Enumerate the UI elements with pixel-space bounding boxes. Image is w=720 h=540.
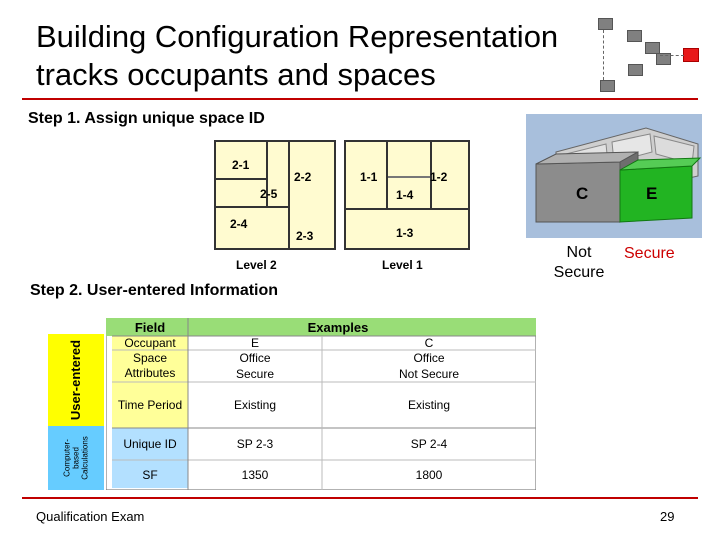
field-occupant: Occupant (124, 336, 176, 350)
example-c-attr-1: Office (413, 351, 445, 365)
footer-divider (22, 497, 698, 499)
level-1-label: Level 1 (382, 258, 423, 272)
step-1-heading: Step 1. Assign unique space ID (28, 110, 265, 127)
example-c-unique-id: SP 2-4 (410, 437, 448, 451)
header-examples: Examples (307, 319, 369, 335)
space-c-label: C (576, 184, 589, 203)
space-label: 1-3 (396, 226, 414, 240)
building-3d-model (526, 114, 702, 238)
title-line-1: Building Configuration Representation (36, 19, 559, 54)
title-line-2: tracks occupants and spaces (36, 57, 436, 92)
space-label: 2-3 (296, 229, 314, 243)
space-label: 2-1 (232, 158, 250, 172)
example-c-sf: 1800 (415, 468, 443, 482)
field-examples-table (106, 318, 536, 490)
field-space-attributes: Space Attributes (124, 351, 176, 380)
space-label: 2-2 (294, 170, 312, 184)
not-secure-label: Not Secure (553, 244, 605, 281)
space-label: 1-4 (396, 188, 414, 202)
space-label: 2-5 (260, 187, 278, 201)
example-e-attr-2: Secure (235, 367, 275, 381)
example-e-unique-id: SP 2-3 (236, 437, 274, 451)
example-c-time: Existing (407, 398, 451, 412)
field-time-period: Time Period (117, 398, 183, 412)
example-c-occupant: C (424, 336, 434, 350)
space-label: 2-4 (230, 217, 248, 231)
field-unique-id: Unique ID (123, 437, 177, 451)
slide-title (36, 18, 596, 94)
space-label: 1-1 (360, 170, 378, 184)
title-divider (22, 98, 698, 100)
floorplan-level-1 (344, 140, 470, 250)
step-2-heading: Step 2. User-entered Information (30, 282, 279, 299)
user-entered-label: User-entered (68, 339, 83, 421)
page-number: 29 (660, 509, 675, 524)
floorplan-level-2 (214, 140, 336, 250)
example-c-attr-2: Not Secure (398, 367, 460, 381)
example-e-occupant: E (250, 336, 259, 350)
header-field: Field (134, 319, 166, 335)
example-e-sf: 1350 (241, 468, 269, 482)
computer-band (48, 426, 104, 490)
footer-label: Qualification Exam (36, 509, 145, 524)
example-e-time: Existing (233, 398, 277, 412)
secure-label: Secure (624, 245, 675, 262)
example-e-attr-1: Office (239, 351, 271, 365)
space-label: 1-2 (430, 170, 448, 184)
user-entered-band (48, 334, 104, 426)
computer-based-label: Computer-based Calculations (62, 436, 90, 480)
level-2-label: Level 2 (236, 258, 277, 272)
building-model-drawing (526, 114, 702, 238)
space-e-label: E (646, 184, 658, 203)
field-sf: SF (142, 468, 158, 482)
